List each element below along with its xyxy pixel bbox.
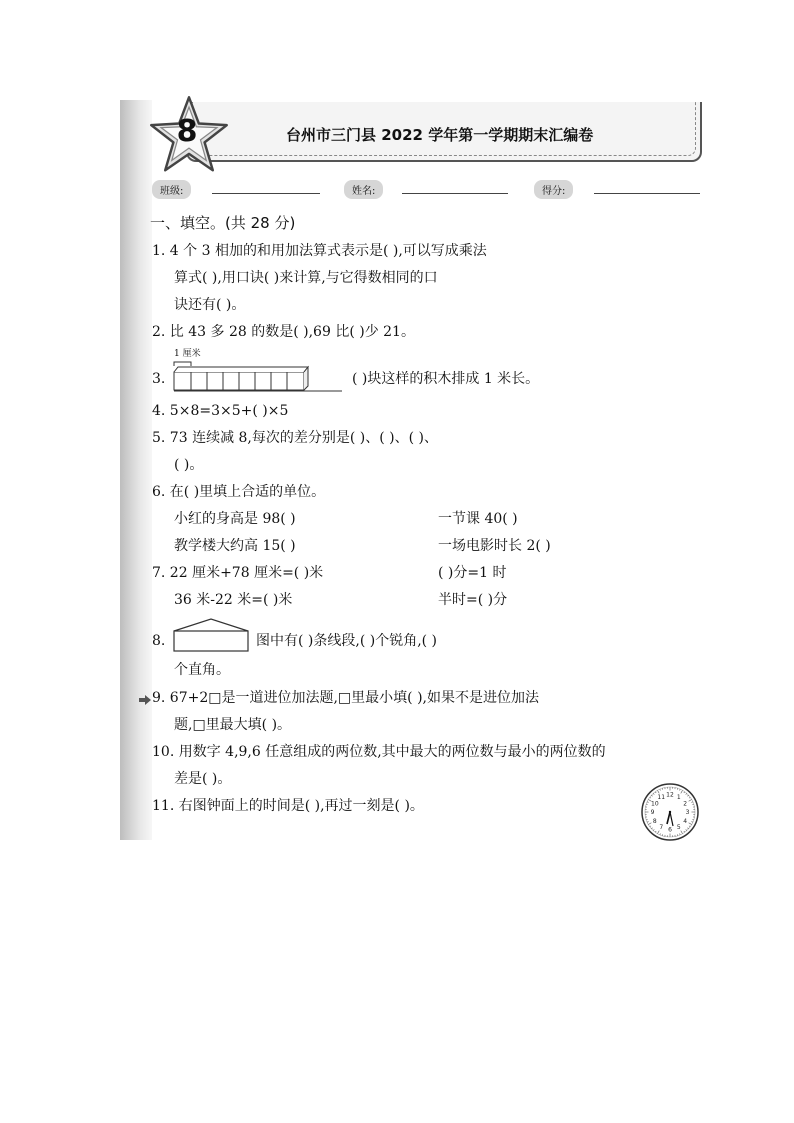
clock-number: 10 [651, 800, 659, 808]
clock-number: 6 [668, 826, 672, 834]
question-8-number: 8. [152, 633, 166, 649]
question-6-b: 一节课 40( ) [438, 511, 518, 527]
clock-number: 2 [683, 800, 688, 808]
question-9-line-1: 9. 67+2□是一道进位加法题,□里最小填( ),如果不是进位加法 [152, 690, 539, 706]
name-label: 姓名: [344, 180, 383, 199]
question-7-d: 半时=( )分 [438, 592, 508, 608]
question-10-line-1: 10. 用数字 4,9,6 任意组成的两位数,其中最大的两位数与最小的两位数的 [152, 744, 606, 760]
question-6-d: 一场电影时长 2( ) [438, 538, 551, 554]
question-8-text: 图中有( )条线段,( )个锐角,( ) [256, 633, 438, 649]
question-9-line-2: 题,□里最大填( )。 [174, 717, 292, 733]
question-8-line-2: 个直角。 [174, 662, 230, 678]
question-6: 6. 在( )里填上合适的单位。 [152, 484, 326, 500]
cm-label: 1 厘米 [174, 349, 201, 359]
question-11: 11. 右图钟面上的时间是( ),再过一刻是( )。 [152, 798, 424, 814]
clock-face-icon [640, 782, 700, 842]
question-3-text: ( )块这样的积木排成 1 米长。 [352, 371, 540, 387]
section-heading: 一、填空。(共 28 分) [150, 214, 296, 232]
question-7-b: ( )分=1 时 [438, 565, 507, 581]
question-10-line-2: 差是( )。 [174, 771, 232, 787]
blocks-figure-icon [170, 358, 346, 394]
clock-number: 11 [657, 793, 666, 801]
class-label: 班级: [152, 180, 191, 199]
clock-number: 4 [683, 817, 688, 825]
question-7-a: 7. 22 厘米+78 厘米=( )米 [152, 565, 324, 581]
page-title: 台州市三门县 2022 学年第一学期期末汇编卷 [286, 126, 594, 144]
question-3-number: 3. [152, 371, 166, 387]
house-shape-figure-icon [172, 617, 250, 653]
page-spine-shadow [120, 100, 152, 840]
question-1-line-2: 算式( ),用口诀( )来计算,与它得数相同的口 [174, 270, 438, 286]
question-1-line-1: 1. 4 个 3 相加的和用加法算式表示是( ),可以写成乘法 [152, 243, 487, 259]
clock-number: 7 [659, 824, 664, 832]
question-6-c: 教学楼大约高 15( ) [174, 538, 296, 554]
clock-number: 1 [676, 793, 681, 801]
arrow-marker-icon [139, 695, 151, 705]
clock-number: 9 [650, 809, 655, 816]
question-5-line-1: 5. 73 连续减 8,每次的差分别是( )、( )、( )、 [152, 430, 439, 446]
question-6-a: 小红的身高是 98( ) [174, 511, 296, 527]
question-4: 4. 5×8=3×5+( )×5 [152, 403, 289, 419]
class-field[interactable] [212, 193, 320, 194]
clock-number: 8 [652, 817, 657, 825]
score-field[interactable] [594, 193, 700, 194]
clock-number: 3 [685, 809, 690, 816]
badge-number: 8 [176, 114, 198, 149]
question-5-line-2: ( )。 [174, 457, 204, 473]
name-field[interactable] [402, 193, 508, 194]
score-label: 得分: [534, 180, 573, 199]
clock-number: 12 [666, 791, 674, 799]
question-2: 2. 比 43 多 28 的数是( ),69 比( )少 21。 [152, 324, 415, 340]
clock-number: 5 [676, 824, 681, 832]
question-1-line-3: 诀还有( )。 [174, 297, 246, 313]
question-7-c: 36 米-22 米=( )米 [174, 592, 293, 608]
